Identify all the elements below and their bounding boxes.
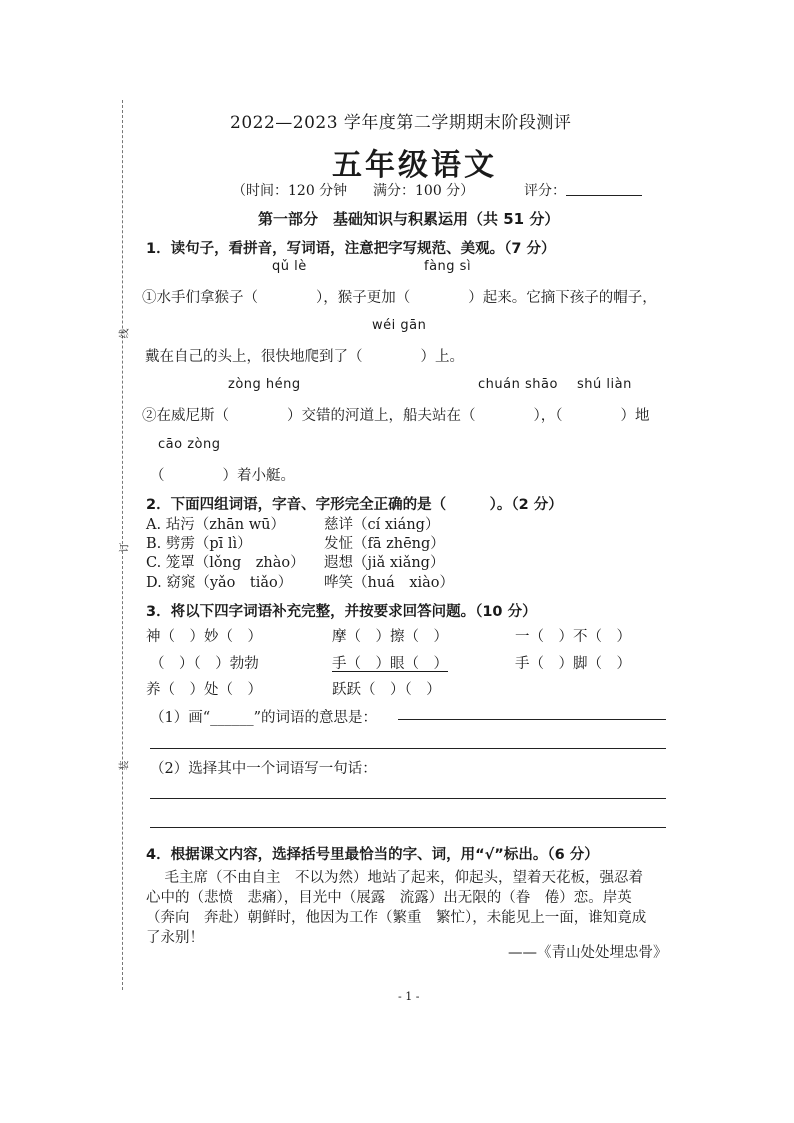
q3-word: 跃跃（ ）（ ） [332, 682, 441, 698]
q2-option-d: D. 窈窕（yǎo tiǎo） [146, 575, 293, 591]
q3-sub2-answer-line[interactable] [150, 798, 666, 799]
q4-passage-line1: 毛主席（不由自主 不以为然）地站了起来，仰起头，望着天花板，强忍着 [150, 870, 643, 886]
pinyin-zongheng: zòng héng [228, 377, 301, 392]
pinyin-fangsi: fàng sì [424, 259, 472, 274]
q3-prompt: 3．将以下四字词语补充完整，并按要求回答问题。（10 分） [146, 604, 537, 620]
q3-word: 摩（ ）擦（ ） [332, 629, 448, 645]
binding-mark-ding: 订 [119, 542, 131, 553]
q1-line2: 戴在自己的头上，很快地爬到了（ ）上。 [145, 349, 464, 365]
q3-sub1-prompt: （1）画“______”的词语的意思是： [150, 710, 378, 726]
pinyin-qule: qǔ lè [272, 259, 307, 274]
q3-sub1-answer-line[interactable] [398, 719, 666, 720]
q2-option-d-word2: 哗笑（huá xiào） [324, 575, 455, 591]
q2-option-a: A. 玷污（zhān wū） [146, 517, 286, 533]
score-label: 评分： [524, 183, 566, 199]
q3-sub2-answer-line-2[interactable] [150, 827, 666, 828]
q4-passage-line2: 心中的（悲愤 悲痛），目光中（展露 流露）出无限的（眷 倦）恋。岸英 [146, 890, 632, 906]
q1-line1: ①水手们拿猴子（ ），猴子更加（ ）起来。它摘下孩子的帽子， [142, 290, 657, 306]
q4-passage-line4: 了永别！ [146, 930, 204, 946]
q2-prompt: 2．下面四组词语，字音、字形完全正确的是（ ）。（2 分） [146, 497, 563, 513]
q2-option-a-word2: 慈详（cí xiáng） [324, 517, 440, 533]
q1-prompt: 1．读句子，看拼音，写词语，注意把字写规范、美观。（7 分） [146, 241, 556, 257]
q3-sub2-prompt: （2）选择其中一个词语写一句话： [150, 761, 377, 777]
q3-word: （ ）（ ）勃勃 [150, 656, 259, 672]
q2-option-b: B. 劈雳（pī lì） [146, 536, 252, 552]
exam-title: 2022—2023 学年度第二学期期末阶段测评 [230, 113, 572, 133]
q2-option-c-word2: 遐想（jiǎ xiǎng） [324, 555, 445, 571]
binding-mark-xian: 线 [119, 328, 131, 339]
page-number: - 1 - [398, 990, 420, 1003]
q3-word: 一（ ）不（ ） [515, 629, 631, 645]
q4-passage-line3: （奔向 奔赴）朝鲜时，他因为工作（繁重 繁忙），未能见上一面，谁知竟成 [146, 910, 647, 926]
time-limit: （时间：120 分钟 [232, 183, 348, 199]
q4-prompt: 4．根据课文内容，选择括号里最恰当的字、词，用“√”标出。（6 分） [146, 847, 599, 863]
q1-line4: （ ）着小艇。 [150, 468, 295, 484]
q3-word: 手（ ）脚（ ） [515, 656, 631, 672]
pinyin-weigan: wéi gān [372, 318, 427, 333]
pinyin-shulian: shú liàn [577, 377, 632, 392]
pinyin-caozong: cāo zòng [158, 437, 221, 452]
q3-word: 养（ ）处（ ） [146, 682, 262, 698]
q3-sub1-answer-line-2[interactable] [150, 748, 666, 749]
binding-mark-zhuang: 装 [119, 760, 131, 771]
q1-line3: ②在威尼斯（ ）交错的河道上，船夫站在（ ），（ ）地 [142, 408, 650, 424]
score-field[interactable] [566, 195, 642, 196]
q2-option-c: C. 笼罩（lǒng zhào） [146, 555, 305, 571]
subject-title: 五年级语文 [332, 148, 497, 183]
q4-source: ——《青山处处埋忠骨》 [508, 945, 668, 961]
q3-word: 神（ ）妙（ ） [146, 629, 262, 645]
pinyin-chuanshao: chuán shāo [478, 377, 558, 392]
q2-option-b-word2: 发怔（fā zhēng） [324, 536, 445, 552]
q3-word-underlined: 手（ ）眼（ ） [332, 656, 448, 672]
full-score: 满分：100 分） [373, 183, 475, 199]
part1-heading: 第一部分 基础知识与积累运用（共 51 分） [258, 210, 560, 228]
